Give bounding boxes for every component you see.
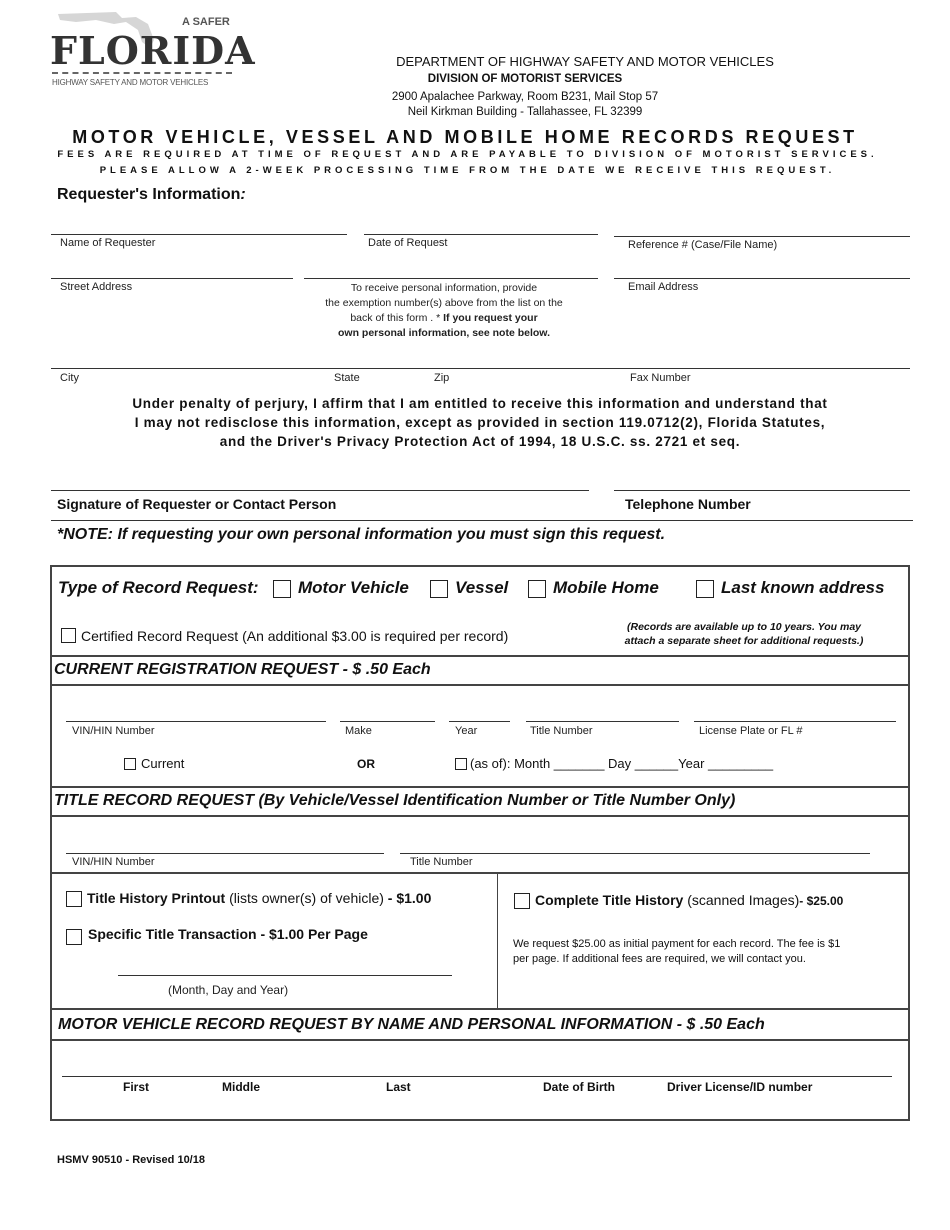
form-title: MOTOR VEHICLE, VESSEL AND MOBILE HOME RECORDS REQUEST	[72, 127, 858, 147]
driver-license-label: Driver License/ID number	[667, 1080, 813, 1094]
name-field[interactable]	[51, 234, 347, 235]
perjury-line3: and the Driver's Privacy Protection Act of 1994, 18 U.S.C. ss. 2721 et seq.	[219, 434, 741, 449]
last-known-address-option: Last known address	[721, 578, 885, 597]
reg-title-field[interactable]	[526, 721, 679, 722]
record-type-label: Type of Record Request:	[58, 578, 259, 597]
requester-heading-text: Requester's Information	[57, 186, 241, 203]
vessel-option: Vessel	[455, 578, 509, 597]
telephone-label: Telephone Number	[625, 496, 751, 512]
records-availability-note	[596, 620, 892, 648]
title-top-rule	[50, 786, 910, 788]
first-name-label: First	[123, 1080, 150, 1094]
or-label: OR	[357, 757, 375, 771]
reference-label: Reference # (Case/File Name)	[628, 239, 778, 251]
specific-transaction-label: Specific Title Transaction - $1.00 Per Page	[88, 926, 368, 942]
exemption-note-line3	[296, 311, 592, 326]
division-name: DIVISION OF MOTORIST SERVICES	[427, 73, 623, 85]
title-options-divider	[497, 872, 498, 1008]
exemption-note-line3a: back of this form . *	[350, 312, 444, 324]
title-heading-rule	[50, 815, 910, 817]
title-history-printout-fee: - $1.00	[387, 890, 432, 906]
last-known-address-checkbox[interactable]	[696, 580, 714, 598]
middle-name-label: Middle	[222, 1080, 260, 1094]
certified-record-checkbox[interactable]	[61, 628, 76, 643]
exemption-note-line2: the exemption number(s) above from the list on the	[325, 297, 563, 309]
reg-vin-field[interactable]	[66, 721, 326, 722]
logo-subtitle: HIGHWAY SAFETY AND MOTOR VEHICLES	[52, 78, 209, 87]
title-record-heading: TITLE RECORD REQUEST (By Vehicle/Vessel Identification Number or Title Number Only)	[54, 792, 736, 809]
reg-title-label: Title Number	[530, 725, 593, 737]
complete-title-history-bold: Complete Title History	[535, 892, 684, 908]
current-checkbox[interactable]	[124, 758, 136, 770]
current-label: Current	[141, 756, 185, 771]
complete-title-history-rest: (scanned Images)	[683, 892, 800, 908]
signature-note: *NOTE: If requesting your own personal information you must sign this request.	[57, 526, 666, 543]
processing-notice: PLEASE ALLOW A 2-WEEK PROCESSING TIME FROM THE DATE WE RECEIVE THIS REQUEST.	[99, 165, 836, 176]
city-label: City	[60, 372, 79, 384]
exemption-note-line1: To receive personal information, provide	[350, 282, 538, 294]
records-note-line2: attach a separate sheet for additional requests.)	[624, 635, 864, 647]
reg-vin-label: VIN/HIN Number	[72, 725, 155, 737]
name-info-field[interactable]	[62, 1076, 892, 1077]
email-label: Email Address	[628, 281, 699, 293]
motor-vehicle-checkbox[interactable]	[273, 580, 291, 598]
state-label: State	[334, 372, 360, 384]
logo-name: FLORIDA	[50, 28, 256, 73]
complete-title-history-label	[535, 892, 843, 908]
signature-label: Signature of Requester or Contact Person	[57, 496, 337, 512]
reference-field[interactable]	[614, 236, 910, 237]
perjury-statement	[40, 394, 920, 451]
reg-year-field[interactable]	[449, 721, 510, 722]
title-history-printout-checkbox[interactable]	[66, 891, 82, 907]
title-options-rule	[50, 872, 910, 874]
mobile-home-checkbox[interactable]	[528, 580, 546, 598]
registration-heading: CURRENT REGISTRATION REQUEST - $ .50 Each	[54, 661, 431, 678]
exemption-note-line4: own personal information, see note below.	[338, 327, 550, 339]
title-history-printout-bold: Title History Printout	[87, 890, 226, 906]
vessel-checkbox[interactable]	[430, 580, 448, 598]
name-heading-rule	[50, 1039, 910, 1041]
signature-field[interactable]	[51, 490, 589, 491]
as-of-label: (as of): Month _______ Day ______Year _________	[470, 756, 774, 771]
perjury-line2: I may not redisclose this information, except as provided in section 119.0712(2), Florida Statutes,	[134, 415, 826, 430]
requester-heading	[57, 186, 246, 204]
title-history-printout-rest: (lists owner(s) of vehicle)	[225, 890, 388, 906]
motor-vehicle-option: Motor Vehicle	[298, 578, 409, 597]
records-note-line1: (Records are available up to 10 years. You may	[626, 621, 862, 633]
complete-note-line1: We request $25.00 as initial payment for each record. The fee is $1	[513, 938, 841, 950]
exemption-note-line3b: If you request your	[443, 312, 538, 324]
title-vin-field[interactable]	[66, 853, 384, 854]
fees-notice: FEES ARE REQUIRED AT TIME OF REQUEST AND ARE PAYABLE TO DIVISION OF MOTORIST SERVICES.	[57, 149, 878, 160]
complete-title-history-checkbox[interactable]	[514, 893, 530, 909]
as-of-checkbox[interactable]	[455, 758, 467, 770]
complete-title-history-fee: - $25.00	[799, 894, 844, 908]
signature-divider	[51, 520, 913, 521]
last-name-label: Last	[386, 1080, 411, 1094]
department-name: DEPARTMENT OF HIGHWAY SAFETY AND MOTOR VEHICLES	[396, 54, 774, 69]
name-top-rule	[50, 1008, 910, 1010]
date-label: Date of Request	[368, 237, 448, 249]
exemption-note	[296, 281, 592, 341]
record-request-box	[50, 565, 910, 1121]
date-field[interactable]	[364, 234, 598, 235]
fax-label: Fax Number	[630, 372, 691, 384]
perjury-line1: Under penalty of perjury, I affirm that I am entitled to receive this information and understand that	[132, 396, 828, 411]
registration-top-rule	[50, 655, 910, 657]
division-address: 2900 Apalachee Parkway, Room B231, Mail Stop 57	[391, 91, 659, 103]
date-of-birth-label: Date of Birth	[543, 1080, 615, 1094]
transaction-date-label: (Month, Day and Year)	[168, 983, 289, 997]
reg-plate-field[interactable]	[694, 721, 896, 722]
form-number: HSMV 90510 - Revised 10/18	[57, 1154, 205, 1166]
exemption-field[interactable]	[304, 278, 598, 279]
reg-make-label: Make	[345, 725, 372, 737]
email-field[interactable]	[614, 278, 910, 279]
street-label: Street Address	[60, 281, 133, 293]
registration-heading-rule	[50, 684, 910, 686]
building-address: Neil Kirkman Building - Tallahassee, FL 32399	[407, 106, 643, 118]
reg-plate-label: License Plate or FL #	[699, 725, 803, 737]
name-label: Name of Requester	[60, 237, 156, 249]
reg-make-field[interactable]	[340, 721, 435, 722]
agency-logo	[50, 8, 256, 96]
specific-transaction-checkbox[interactable]	[66, 929, 82, 945]
name-request-heading: MOTOR VEHICLE RECORD REQUEST BY NAME AND PERSONAL INFORMATION - $ .50 Each	[58, 1016, 765, 1033]
mobile-home-option: Mobile Home	[553, 578, 659, 597]
city-state-zip-fax-line[interactable]	[51, 368, 910, 369]
title-history-printout-label	[87, 890, 431, 906]
requester-heading-colon: :	[240, 186, 246, 203]
complete-title-note	[513, 937, 903, 967]
logo-tagline: A SAFER	[182, 16, 230, 28]
title-vin-label: VIN/HIN Number	[72, 856, 155, 868]
street-field[interactable]	[51, 278, 293, 279]
certified-record-label: Certified Record Request (An additional $3.00 is required per record)	[81, 628, 509, 644]
title-number-field[interactable]	[400, 853, 870, 854]
reg-year-label: Year	[455, 725, 478, 737]
telephone-field[interactable]	[614, 490, 910, 491]
zip-label: Zip	[434, 372, 450, 384]
logo-divider	[52, 72, 232, 74]
transaction-date-field[interactable]	[118, 975, 452, 976]
complete-note-line2: per page. If additional fees are required, we will contact you.	[513, 953, 806, 965]
title-number-label: Title Number	[410, 856, 473, 868]
